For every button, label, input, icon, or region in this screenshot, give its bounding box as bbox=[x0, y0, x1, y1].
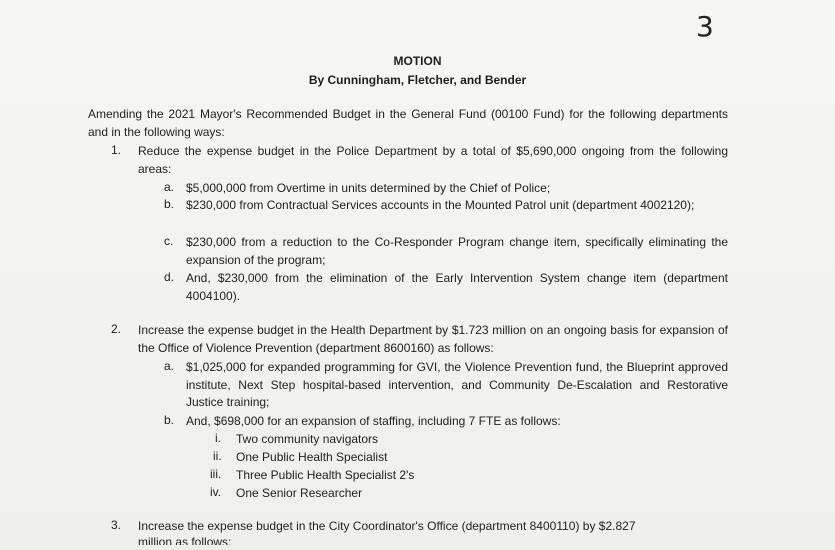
intro-paragraph: Amending the 2021 Mayor's Recommended Budget in the General Fund (00100 Fund) for the following departments and in the following ways: bbox=[88, 107, 728, 139]
roman-label: iv. bbox=[210, 485, 222, 499]
motion-authors: By Cunningham, Fletcher, and Bender bbox=[308, 73, 527, 87]
item-number: 1. bbox=[111, 143, 122, 157]
sub-label: b. bbox=[164, 413, 175, 427]
roman-label: i. bbox=[215, 431, 221, 445]
sub-label: b. bbox=[164, 197, 175, 211]
item-text: Increase the expense budget in the Health Department by $1.723 million on an ongoing basis for expansion of the Office of Violence Prevention (department 8600160) as follows: bbox=[138, 323, 728, 355]
item-text: Reduce the expense budget in the Police Department by a total of $5,690,000 ongoing from the following areas: bbox=[138, 144, 728, 176]
roman-text: Three Public Health Specialist 2's bbox=[236, 468, 415, 482]
roman-label: ii. bbox=[213, 449, 222, 463]
sub-text: $5,000,000 from Overtime in units determined by the Chief of Police; bbox=[186, 181, 551, 195]
sub-text: $230,000 from a reduction to the Co-Responder Program change item, specifically eliminating the expansion of the program; bbox=[186, 235, 728, 267]
roman-text: One Senior Researcher bbox=[236, 486, 363, 500]
sub-label: a. bbox=[164, 359, 175, 373]
sub-label: d. bbox=[164, 270, 175, 284]
page-number: 3 bbox=[696, 10, 714, 43]
roman-text: Two community navigators bbox=[236, 432, 379, 446]
sub-text: $1,025,000 for expanded programming for GVI, the Violence Prevention fund, the Blueprint approved institute, Next Step hospital-based intervention, and Community De-Escalation and Restorative Justice training; bbox=[186, 360, 728, 409]
item-number: 2. bbox=[111, 322, 122, 336]
item-text: Increase the expense budget in the City Coordinator's Office (department 8400110) by $2.827 bbox=[138, 519, 636, 533]
item-number: 3. bbox=[111, 518, 122, 532]
motion-title: MOTION bbox=[393, 54, 442, 68]
sub-text: $230,000 from Contractual Services accounts in the Mounted Patrol unit (department 4002120); bbox=[186, 198, 695, 212]
roman-label: iii. bbox=[210, 467, 222, 481]
sub-label: a. bbox=[164, 180, 175, 194]
sub-text: And, $230,000 from the elimination of the Early Intervention System change item (department 4004100). bbox=[186, 271, 728, 303]
roman-text: One Public Health Specialist bbox=[236, 450, 388, 464]
item-text-continuation: million as follows: bbox=[138, 535, 232, 545]
sub-text: And, $698,000 for an expansion of staffing, including 7 FTE as follows: bbox=[186, 414, 561, 428]
sub-label: c. bbox=[164, 234, 174, 248]
